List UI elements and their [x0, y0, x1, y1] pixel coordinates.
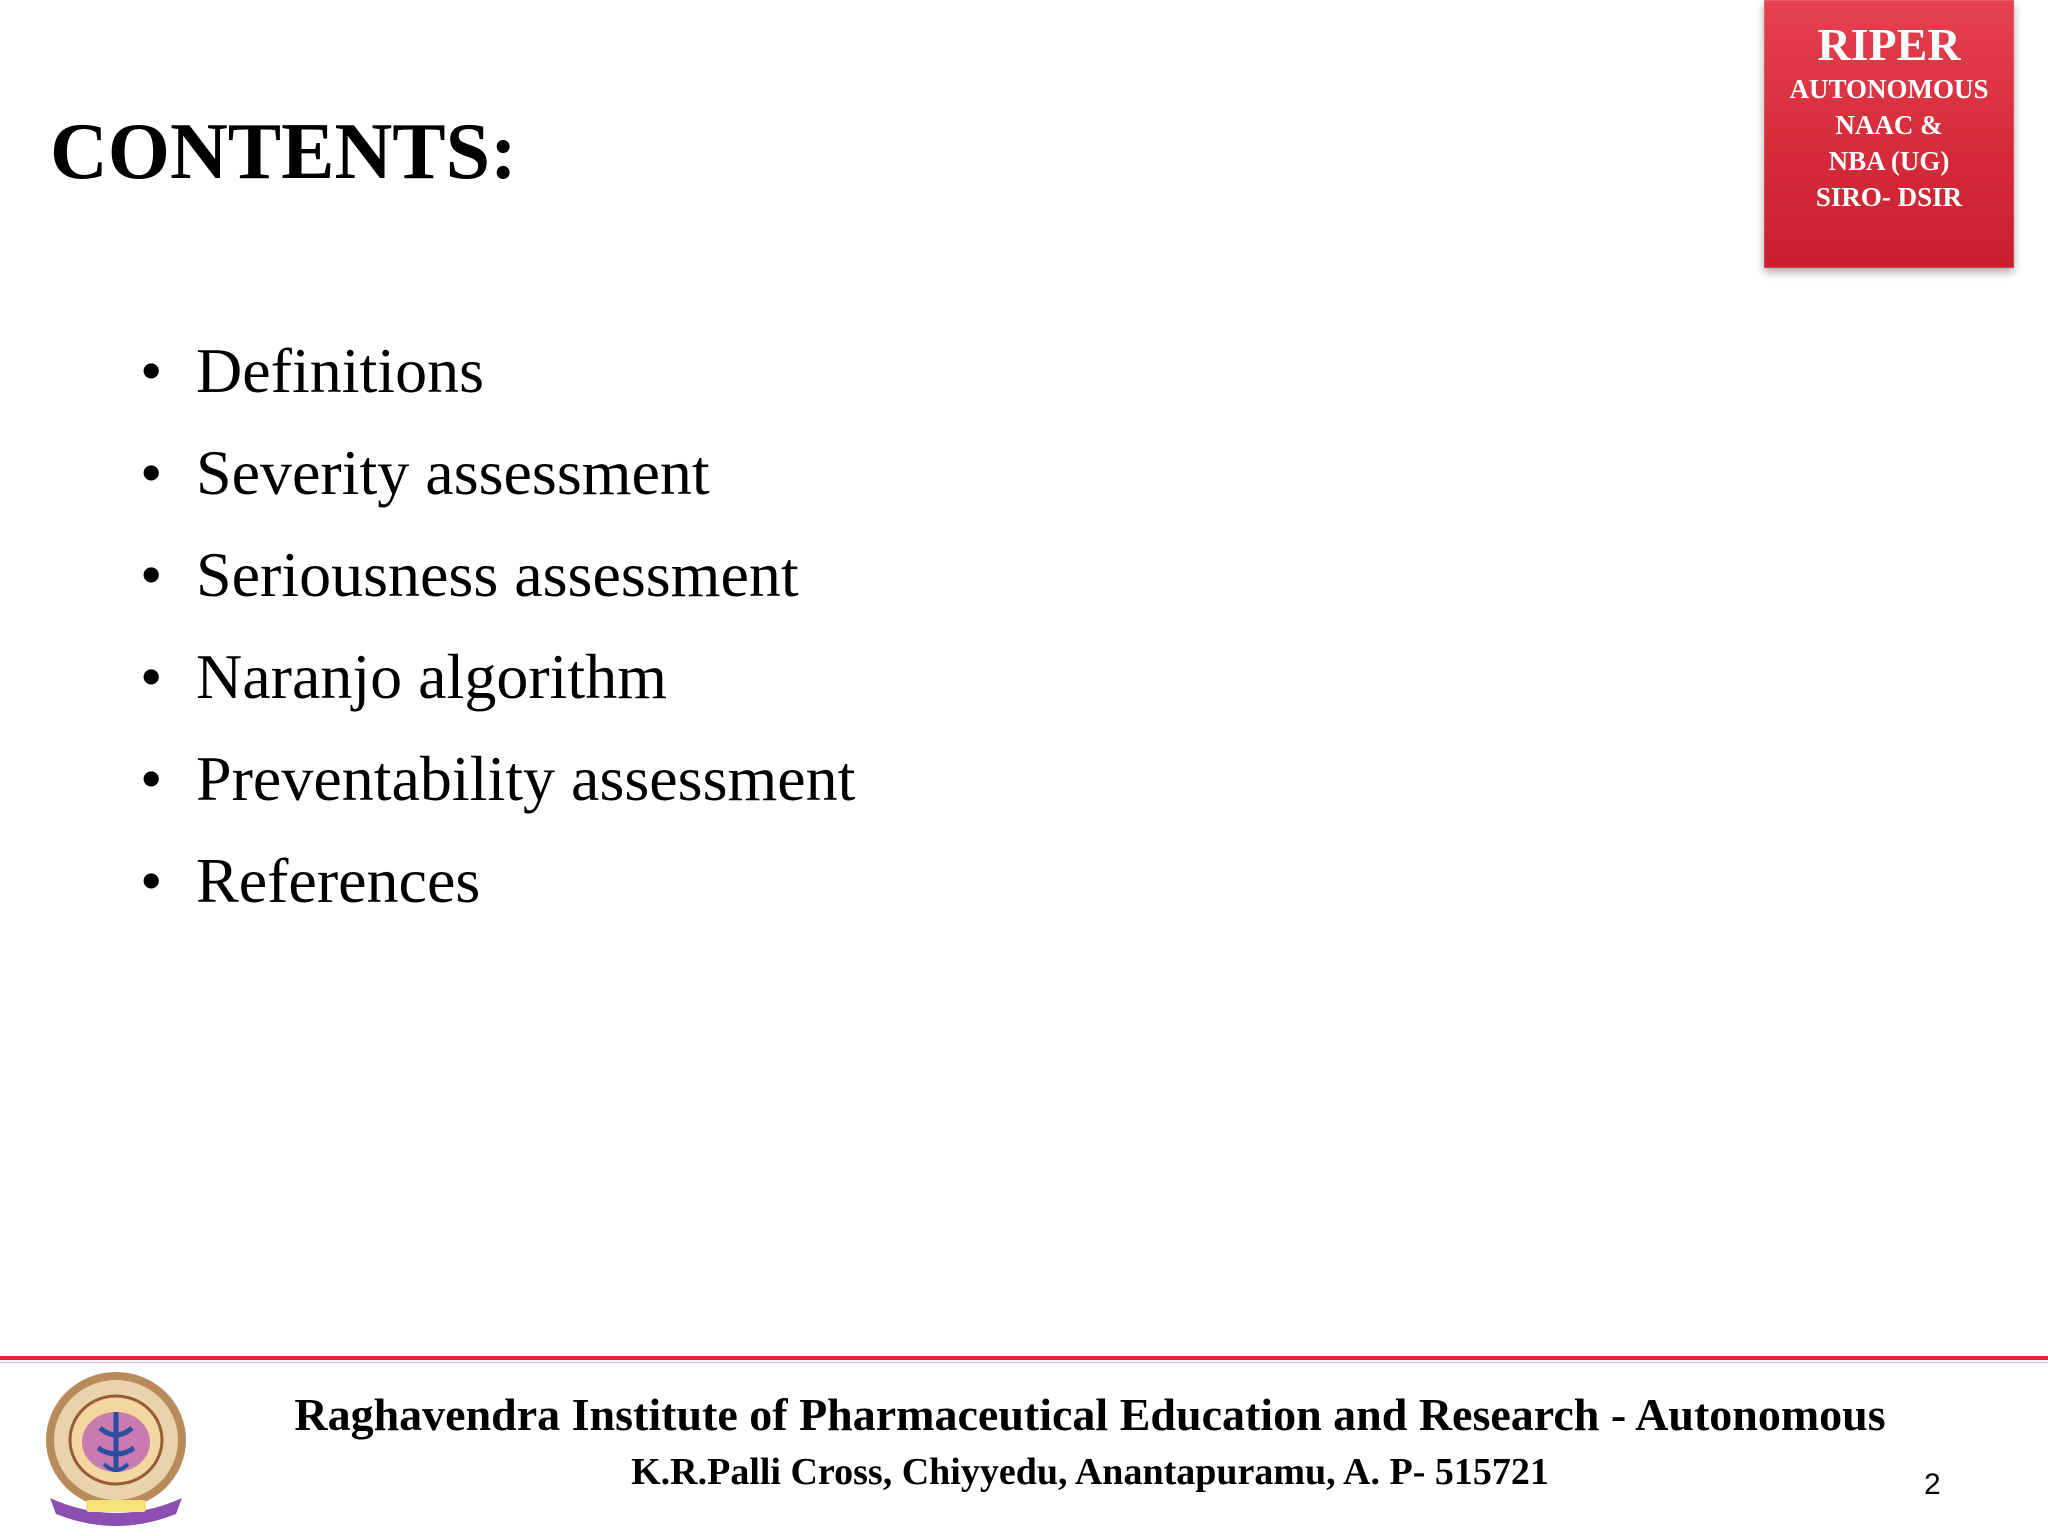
list-item-label: Severity assessment	[196, 437, 710, 508]
contents-list	[140, 330, 855, 942]
list-item	[140, 636, 855, 738]
bullet-icon: •	[140, 845, 163, 916]
list-item-label: Seriousness assessment	[196, 539, 799, 610]
list-item	[140, 534, 855, 636]
institute-address: K.R.Palli Cross, Chiyyedu, Anantapuramu, A. P- 515721	[631, 1451, 1549, 1493]
institute-seal-logo-icon	[40, 1368, 192, 1526]
list-item	[140, 840, 855, 942]
footer-divider	[0, 1356, 2048, 1360]
list-item	[140, 330, 855, 432]
institute-name: Raghavendra Institute of Pharmaceutical Education and Research - Autonomous	[294, 1389, 1886, 1440]
bullet-icon: •	[140, 641, 163, 712]
badge-title: RIPER	[1817, 19, 1961, 70]
list-item	[140, 432, 855, 534]
page-number: 2	[1924, 1468, 1941, 1501]
badge-line-autonomous: AUTONOMOUS	[1789, 73, 1989, 104]
badge-line-naac: NAAC &	[1835, 109, 1943, 140]
list-item	[140, 738, 855, 840]
slide-title: CONTENTS:	[50, 108, 517, 196]
list-item-label: Preventability assessment	[196, 743, 856, 814]
list-item-label: References	[196, 845, 481, 916]
bullet-icon: •	[140, 335, 163, 406]
badge-line-nba: NBA (UG)	[1828, 145, 1950, 176]
bullet-icon: •	[140, 539, 163, 610]
accreditation-badge	[1764, 0, 2014, 268]
bullet-icon: •	[140, 437, 163, 508]
list-item-label: Naranjo algorithm	[196, 641, 667, 712]
bullet-icon: •	[140, 743, 163, 814]
footer-divider-shadow	[0, 1362, 2048, 1363]
list-item-label: Definitions	[196, 335, 484, 406]
badge-line-siro: SIRO- DSIR	[1815, 181, 1963, 212]
